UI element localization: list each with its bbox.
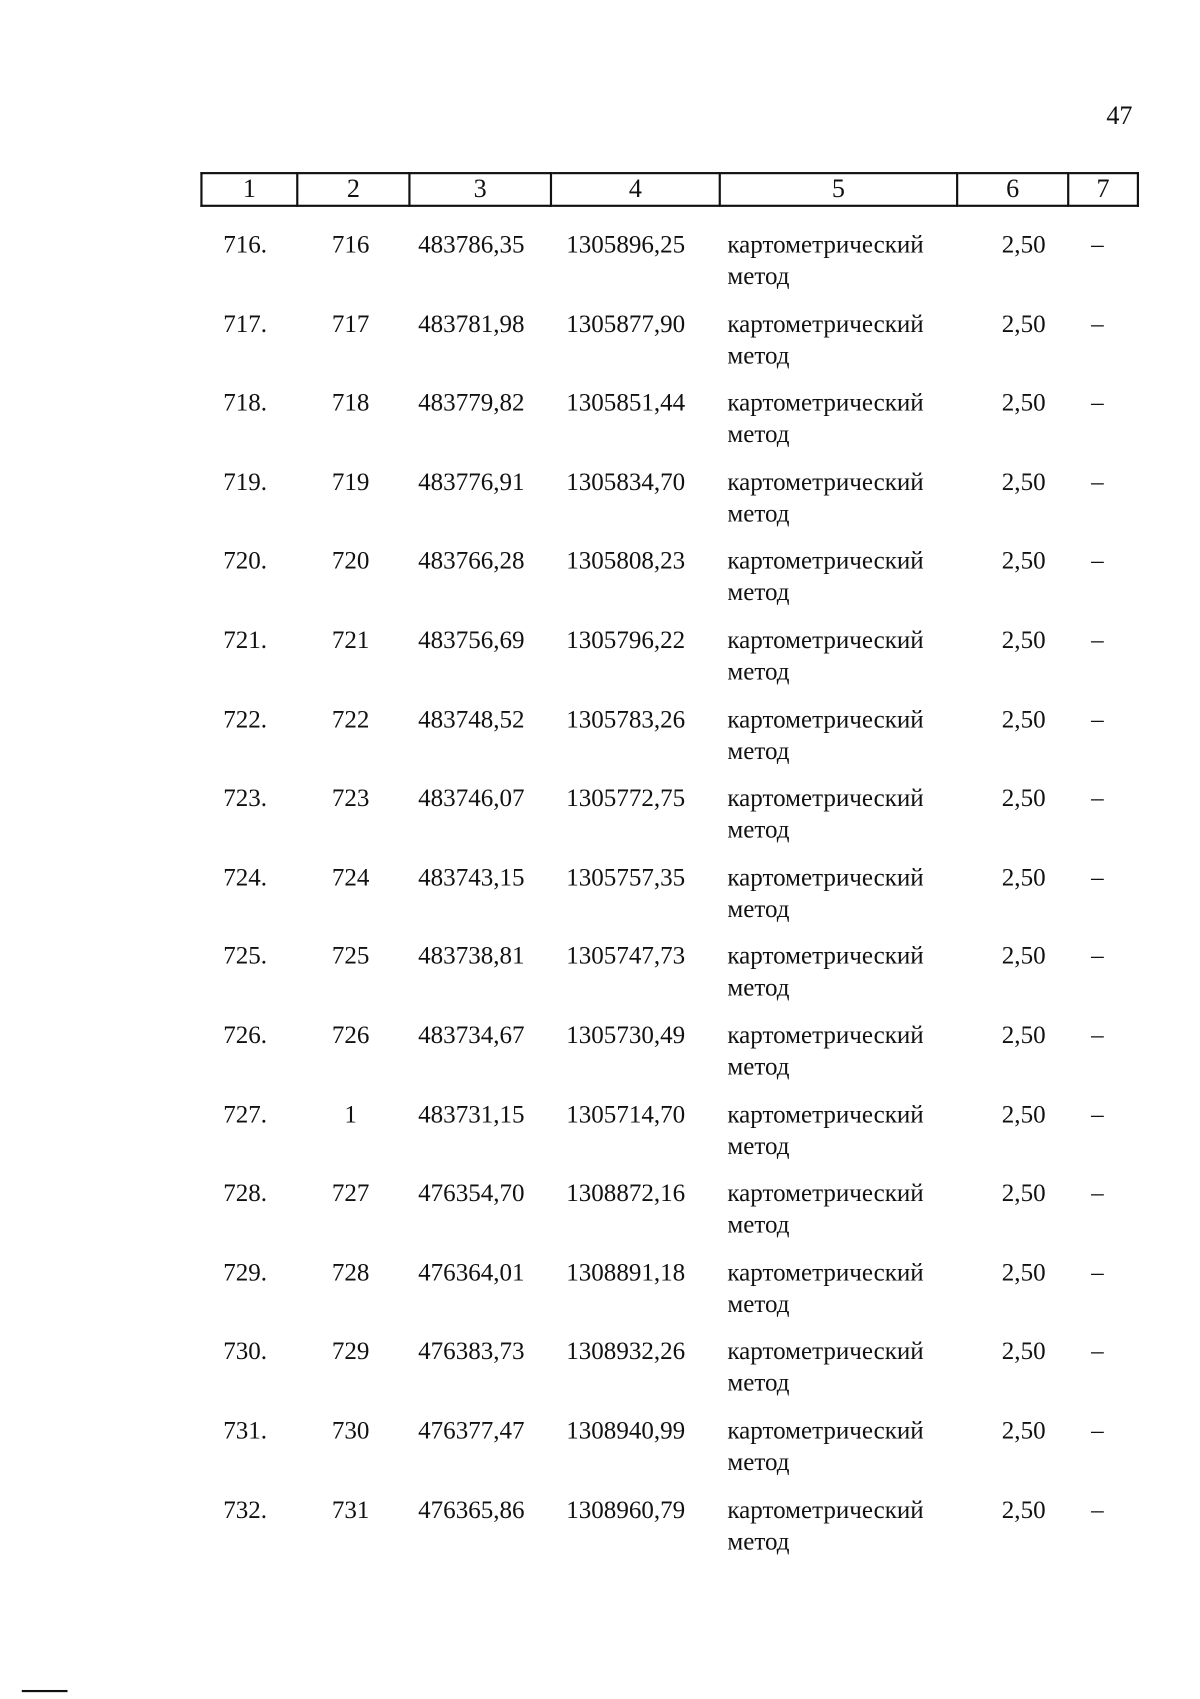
method-line: метод <box>727 420 790 448</box>
note-cell: – <box>1091 1258 1104 1286</box>
method-line: картометрический <box>727 1416 924 1444</box>
method-cell <box>727 308 923 371</box>
accuracy-cell: 2,50 <box>1001 1495 1046 1523</box>
coordinate-y-cell: 1305772,75 <box>566 784 686 812</box>
coordinate-x-cell: 483734,67 <box>418 1021 525 1049</box>
coordinate-y-cell: 1308960,79 <box>566 1495 686 1523</box>
note-cell: – <box>1091 468 1104 496</box>
column-header-cell: 4 <box>551 173 720 206</box>
note-cell: – <box>1091 1100 1104 1128</box>
method-line: картометрический <box>727 1021 924 1049</box>
coordinate-y-cell: 1305747,73 <box>566 942 686 970</box>
method-cell <box>727 1256 923 1319</box>
coordinate-y-cell: 1305808,23 <box>566 547 686 575</box>
method-cell <box>727 1098 923 1161</box>
coordinate-x-cell: 483781,98 <box>418 309 525 338</box>
method-line: картометрический <box>727 309 924 338</box>
accuracy-cell: 2,50 <box>1001 1258 1046 1286</box>
row-number-cell: 729. <box>223 1258 268 1286</box>
accuracy-cell: 2,50 <box>1001 1021 1046 1049</box>
row-number-cell: 731. <box>223 1416 268 1444</box>
row-number-cell: 722. <box>223 705 268 733</box>
method-line: метод <box>727 499 790 527</box>
note-cell: – <box>1091 942 1104 970</box>
note-cell: – <box>1091 1179 1104 1207</box>
accuracy-cell: 2,50 <box>1001 784 1046 812</box>
coordinate-x-cell: 476365,86 <box>418 1495 525 1523</box>
note-cell: – <box>1091 626 1104 654</box>
method-cell <box>727 624 923 687</box>
point-id-cell: 716 <box>331 230 370 259</box>
note-cell: – <box>1091 309 1104 338</box>
coordinate-y-cell: 1305714,70 <box>566 1100 686 1128</box>
row-number-cell: 720. <box>223 547 268 575</box>
column-header-cell: 7 <box>1068 173 1138 206</box>
row-number-cell: 732. <box>223 1495 268 1523</box>
point-id-cell: 728 <box>331 1258 370 1286</box>
method-line: картометрический <box>727 784 924 812</box>
coordinate-x-cell: 483748,52 <box>418 705 525 733</box>
coordinate-x-cell: 476377,47 <box>418 1416 525 1444</box>
method-line: картометрический <box>727 942 924 970</box>
note-cell: – <box>1091 1416 1104 1444</box>
row-number-cell: 721. <box>223 626 268 654</box>
coordinate-x-cell: 483779,82 <box>418 388 525 417</box>
method-line: картометрический <box>727 468 924 496</box>
point-id-cell: 1 <box>344 1100 357 1128</box>
point-id-cell: 726 <box>331 1021 370 1049</box>
coordinate-x-cell: 476383,73 <box>418 1337 525 1365</box>
page-number: 47 <box>1106 102 1133 131</box>
method-line: метод <box>727 1052 790 1081</box>
coordinate-x-cell: 483756,69 <box>418 626 525 654</box>
coordinate-x-cell: 483743,15 <box>418 863 525 891</box>
point-id-cell: 717 <box>331 309 370 338</box>
note-cell: – <box>1091 784 1104 812</box>
coordinate-y-cell: 1308932,26 <box>566 1337 686 1365</box>
coordinate-x-cell: 483766,28 <box>418 547 525 575</box>
method-line: картометрический <box>727 388 924 417</box>
coordinate-y-cell: 1305730,49 <box>566 1021 686 1049</box>
method-line: метод <box>727 578 790 606</box>
point-id-cell: 729 <box>331 1337 370 1365</box>
method-line: метод <box>727 894 790 923</box>
method-cell <box>727 1177 923 1240</box>
coordinate-x-cell: 483776,91 <box>418 468 525 496</box>
method-cell <box>727 1414 923 1477</box>
method-line: метод <box>727 1211 790 1239</box>
coordinate-y-cell: 1305851,44 <box>566 388 686 417</box>
accuracy-cell: 2,50 <box>1001 547 1046 575</box>
coordinate-x-cell: 476354,70 <box>418 1179 525 1207</box>
method-line: картометрический <box>727 547 924 575</box>
coordinate-y-cell: 1305877,90 <box>566 309 686 338</box>
coordinate-x-cell: 483738,81 <box>418 942 525 970</box>
method-line: метод <box>727 1290 790 1318</box>
method-line: картометрический <box>727 230 924 259</box>
coordinate-y-cell: 1308891,18 <box>566 1258 686 1286</box>
point-id-cell: 718 <box>331 388 370 417</box>
method-cell <box>727 1019 923 1082</box>
column-header-cell: 1 <box>201 173 297 206</box>
note-cell: – <box>1091 230 1104 259</box>
row-number-cell: 718. <box>223 388 268 417</box>
row-number-cell: 727. <box>223 1100 268 1128</box>
point-id-cell: 721 <box>331 626 370 654</box>
coordinate-x-cell: 483786,35 <box>418 230 525 259</box>
accuracy-cell: 2,50 <box>1001 942 1046 970</box>
row-number-cell: 725. <box>223 942 268 970</box>
method-line: метод <box>727 1527 790 1555</box>
accuracy-cell: 2,50 <box>1001 1337 1046 1365</box>
method-cell <box>727 782 923 845</box>
point-id-cell: 724 <box>331 863 370 891</box>
accuracy-cell: 2,50 <box>1001 705 1046 733</box>
method-line: метод <box>727 736 790 764</box>
note-cell: – <box>1091 388 1104 417</box>
method-line: метод <box>727 341 790 369</box>
method-line: картометрический <box>727 1258 924 1286</box>
method-cell <box>727 861 923 924</box>
margin-mark <box>22 1690 68 1692</box>
method-line: метод <box>727 262 790 290</box>
method-cell <box>727 940 923 1003</box>
row-number-cell: 724. <box>223 863 268 891</box>
method-cell <box>727 229 923 292</box>
method-line: метод <box>727 1369 790 1397</box>
column-header-table <box>200 172 1139 207</box>
method-line: картометрический <box>727 705 924 733</box>
accuracy-cell: 2,50 <box>1001 468 1046 496</box>
accuracy-cell: 2,50 <box>1001 1179 1046 1207</box>
note-cell: – <box>1091 547 1104 575</box>
coordinate-y-cell: 1305757,35 <box>566 863 686 891</box>
column-header-cell: 2 <box>297 173 409 206</box>
note-cell: – <box>1091 1495 1104 1523</box>
accuracy-cell: 2,50 <box>1001 626 1046 654</box>
accuracy-cell: 2,50 <box>1001 1416 1046 1444</box>
column-header-cell: 5 <box>720 173 957 206</box>
coordinate-x-cell: 483731,15 <box>418 1100 525 1128</box>
accuracy-cell: 2,50 <box>1001 309 1046 338</box>
coordinate-x-cell: 476364,01 <box>418 1258 525 1286</box>
point-id-cell: 725 <box>331 942 370 970</box>
note-cell: – <box>1091 863 1104 891</box>
method-cell <box>727 466 923 529</box>
row-number-cell: 730. <box>223 1337 268 1365</box>
point-id-cell: 730 <box>331 1416 370 1444</box>
coordinate-y-cell: 1305796,22 <box>566 626 686 654</box>
accuracy-cell: 2,50 <box>1001 1100 1046 1128</box>
column-header-cell: 6 <box>957 173 1068 206</box>
coordinate-y-cell: 1308940,99 <box>566 1416 686 1444</box>
method-cell <box>727 703 923 766</box>
method-line: метод <box>727 973 790 1002</box>
point-id-cell: 719 <box>331 468 370 496</box>
accuracy-cell: 2,50 <box>1001 388 1046 417</box>
method-line: картометрический <box>727 1179 924 1207</box>
note-cell: – <box>1091 1337 1104 1365</box>
accuracy-cell: 2,50 <box>1001 230 1046 259</box>
method-line: метод <box>727 1448 790 1476</box>
row-number-cell: 719. <box>223 468 268 496</box>
method-line: картометрический <box>727 1100 924 1128</box>
method-line: картометрический <box>727 626 924 654</box>
coordinate-y-cell: 1305783,26 <box>566 705 686 733</box>
accuracy-cell: 2,50 <box>1001 863 1046 891</box>
row-number-cell: 728. <box>223 1179 268 1207</box>
method-line: метод <box>727 815 790 844</box>
note-cell: – <box>1091 1021 1104 1049</box>
method-line: картометрический <box>727 863 924 891</box>
point-id-cell: 731 <box>331 1495 370 1523</box>
method-line: метод <box>727 657 790 685</box>
method-line: метод <box>727 1132 790 1160</box>
method-cell <box>727 1494 923 1557</box>
note-cell: – <box>1091 705 1104 733</box>
point-id-cell: 723 <box>331 784 370 812</box>
row-number-cell: 716. <box>223 230 268 259</box>
method-cell <box>727 545 923 608</box>
coordinate-y-cell: 1305834,70 <box>566 468 686 496</box>
method-cell <box>727 387 923 450</box>
row-number-cell: 717. <box>223 309 268 338</box>
coordinate-y-cell: 1308872,16 <box>566 1179 686 1207</box>
point-id-cell: 727 <box>331 1179 370 1207</box>
coordinate-y-cell: 1305896,25 <box>566 230 686 259</box>
method-line: картометрический <box>727 1337 924 1365</box>
method-cell <box>727 1335 923 1398</box>
row-number-cell: 723. <box>223 784 268 812</box>
coordinate-x-cell: 483746,07 <box>418 784 525 812</box>
point-id-cell: 720 <box>331 547 370 575</box>
column-header-row <box>201 173 1137 206</box>
column-header-cell: 3 <box>409 173 551 206</box>
point-id-cell: 722 <box>331 705 370 733</box>
method-line: картометрический <box>727 1495 924 1523</box>
row-number-cell: 726. <box>223 1021 268 1049</box>
